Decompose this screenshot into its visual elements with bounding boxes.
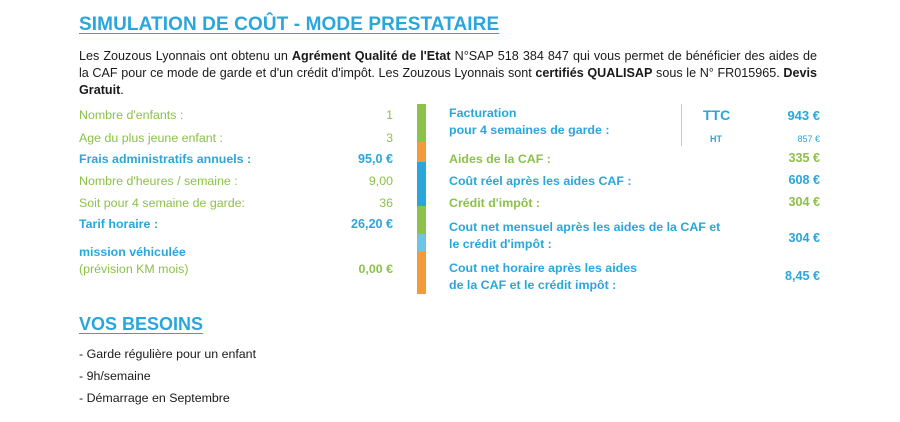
divider-segment-light-blue <box>417 234 426 252</box>
list-item: - 9h/semaine <box>79 369 151 383</box>
frais-value: 95,0 € <box>357 152 393 166</box>
cout-reel-value: 608 € <box>788 173 820 187</box>
intro-bold-devis: Devis Gratuit <box>79 66 818 97</box>
besoins-list <box>79 346 256 412</box>
caf-value: 335 € <box>788 151 820 165</box>
age-label: Age du plus jeune enfant : <box>79 131 223 145</box>
intro-bold-agrement: Agrément Qualité de l'Etat <box>291 49 451 63</box>
mission-label: mission véhiculée <box>79 245 186 259</box>
page-title: SIMULATION DE COÛT - MODE PRESTATAIRE <box>79 14 500 35</box>
list-item: - Garde régulière pour un enfant <box>79 347 257 361</box>
ht-label: HT <box>710 134 722 144</box>
caf-label: Aides de la CAF : <box>449 152 551 166</box>
heures-label: Nombre d'heures / semaine : <box>79 174 238 188</box>
mission-sublabel: (prévision KM mois) <box>79 262 189 276</box>
nb-enfants-value: 1 <box>386 108 393 122</box>
divider-segment-orange <box>417 142 426 162</box>
facturation-label-line1: Facturation <box>449 106 517 120</box>
tarif-value: 26,20 € <box>350 217 393 231</box>
intro-text: N°SAP 518 384 847 qui vous permet de bénéficier des aides de la CAF pour ce mode de garde et d'un crédit d'impôt. Les Zouzous Lyonnais sont <box>79 49 817 80</box>
frais-label: Frais administratifs annuels : <box>79 152 252 166</box>
mensuel-label-line1: Cout net mensuel après les aides de la CAF et <box>449 220 721 234</box>
divider-segment-green <box>417 206 426 234</box>
ht-value: 857 € <box>797 134 820 144</box>
horaire-label-line1: Cout net horaire après les aides <box>449 261 637 275</box>
soit-label: Soit pour 4 semaine de garde: <box>79 196 246 210</box>
divider-segment-green <box>417 104 426 142</box>
intro-bold-qualisap: certifiés QUALISAP <box>535 66 653 80</box>
credit-label: Crédit d'impôt : <box>449 196 541 210</box>
mission-value: 0,00 € <box>358 262 393 276</box>
horaire-value: 8,45 € <box>784 269 820 283</box>
intro-text: . <box>120 83 124 97</box>
intro-paragraph <box>79 48 817 99</box>
list-item: - Démarrage en Septembre <box>79 391 230 405</box>
credit-value: 304 € <box>788 195 820 209</box>
besoins-title: VOS BESOINS <box>79 314 204 334</box>
horaire-label-line2: de la CAF et le crédit impôt : <box>449 278 617 292</box>
mensuel-label-line2: le crédit d'impôt : <box>449 237 552 251</box>
nb-enfants-label: Nombre d'enfants : <box>79 108 184 122</box>
heures-value: 9,00 <box>368 174 393 188</box>
tarif-label: Tarif horaire : <box>79 217 158 231</box>
divider-segment-orange <box>417 252 426 294</box>
facturation-label-line2: pour 4 semaines de garde : <box>449 123 610 137</box>
ttc-value: 943 € <box>787 108 820 123</box>
mensuel-value: 304 € <box>788 231 820 245</box>
ttc-label: TTC <box>703 107 731 123</box>
intro-text: sous le N° FR015965. <box>652 66 784 80</box>
ttc-ht-separator <box>681 104 682 146</box>
cout-reel-label: Coût réel après les aides CAF : <box>449 174 632 188</box>
divider-segment-blue <box>417 162 426 206</box>
intro-text: Les Zouzous Lyonnais ont obtenu un <box>79 49 292 63</box>
soit-value: 36 <box>379 196 393 210</box>
age-value: 3 <box>386 131 393 145</box>
